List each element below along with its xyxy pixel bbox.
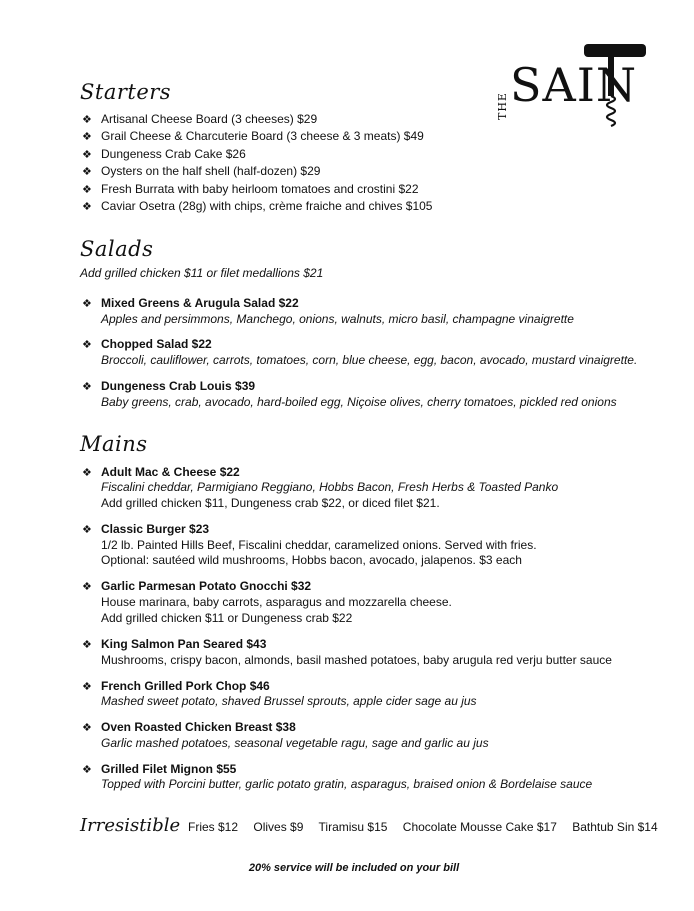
diamond-bullet-icon: ❖ xyxy=(82,467,92,479)
dessert-item: Fries $12 xyxy=(188,820,239,834)
main-item-desc: House marinara, baby carrots, asparagus and mozzarella cheese. xyxy=(101,595,452,609)
main-item-desc: Topped with Porcini butter, garlic potato gratin, asparagus, braised onion & Bordelaise sauce xyxy=(101,777,593,791)
main-item-name: King Salmon Pan Seared $43 xyxy=(101,637,267,651)
main-item-desc: Mushrooms, crispy bacon, almonds, basil mashed potatoes, baby arugula red verju butter sauce xyxy=(101,653,612,667)
diamond-bullet-icon: ❖ xyxy=(82,114,92,126)
diamond-bullet-icon: ❖ xyxy=(82,764,92,776)
main-item-addon: Optional: sautéed wild mushrooms, Hobbs bacon, avocado, jalapenos. $3 each xyxy=(101,553,522,567)
irresistible-title: Irresistible xyxy=(80,815,181,836)
main-item-name: Classic Burger $23 xyxy=(101,522,210,536)
main-item-name: Grilled Filet Mignon $55 xyxy=(101,762,237,776)
logo-the-text: THE xyxy=(496,92,509,120)
main-item-addon: Add grilled chicken $11, Dungeness crab $22, or diced filet $21. xyxy=(101,496,440,510)
salads-addon-note: Add grilled chicken $11 or filet medallions $21 xyxy=(80,266,324,280)
starter-item: Grail Cheese & Charcuterie Board (3 cheese & 3 meats) $49 xyxy=(101,129,424,143)
diamond-bullet-icon: ❖ xyxy=(82,581,92,593)
diamond-bullet-icon: ❖ xyxy=(82,524,92,536)
diamond-bullet-icon: ❖ xyxy=(82,184,92,196)
main-item-name: Oven Roasted Chicken Breast $38 xyxy=(101,720,296,734)
main-item-name: Adult Mac & Cheese $22 xyxy=(101,465,240,479)
starter-item: Artisanal Cheese Board (3 cheeses) $29 xyxy=(101,112,318,126)
salad-item-desc: Broccoli, cauliflower, carrots, tomatoes, corn, blue cheese, egg, bacon, avocado, mustard vinaigrette. xyxy=(101,353,638,367)
starter-item: Dungeness Crab Cake $26 xyxy=(101,147,246,161)
starter-item: Oysters on the half shell (half-dozen) $29 xyxy=(101,164,321,178)
main-item-name: Garlic Parmesan Potato Gnocchi $32 xyxy=(101,579,312,593)
mains-title: Mains xyxy=(80,432,148,456)
dessert-item: Bathtub Sin $14 xyxy=(572,820,658,834)
main-item-addon: Add grilled chicken $11 or Dungeness crab $22 xyxy=(101,611,353,625)
starters-title: Starters xyxy=(80,80,172,104)
logo-saint-text: SAIN xyxy=(510,58,638,112)
service-charge-note: 20% service will be included on your bill xyxy=(248,862,460,874)
diamond-bullet-icon: ❖ xyxy=(82,639,92,651)
diamond-bullet-icon: ❖ xyxy=(82,298,92,310)
salad-item-name: Dungeness Crab Louis $39 xyxy=(101,379,256,393)
starter-item: Fresh Burrata with baby heirloom tomatoes and crostini $22 xyxy=(101,182,419,196)
main-item-desc: 1/2 lb. Painted Hills Beef, Fiscalini cheddar, caramelized onions. Served with fries. xyxy=(101,538,537,552)
diamond-bullet-icon: ❖ xyxy=(82,166,92,178)
main-item-name: French Grilled Pork Chop $46 xyxy=(101,679,270,693)
salads-title: Salads xyxy=(80,237,154,261)
dessert-item: Olives $9 xyxy=(253,820,304,834)
main-item-desc: Mashed sweet potato, shaved Brussel sprouts, apple cider sage au jus xyxy=(101,694,477,708)
diamond-bullet-icon: ❖ xyxy=(82,201,92,213)
salad-item-desc: Baby greens, crab, avocado, hard-boiled egg, Niçoise olives, cherry tomatoes, pickled red onions xyxy=(101,395,617,409)
diamond-bullet-icon: ❖ xyxy=(82,339,92,351)
diamond-bullet-icon: ❖ xyxy=(82,131,92,143)
diamond-bullet-icon: ❖ xyxy=(82,681,92,693)
salad-item-desc: Apples and persimmons, Manchego, onions, walnuts, micro basil, champagne vinaigrette xyxy=(101,312,574,326)
irresistible-list xyxy=(188,820,670,834)
the-saint-logo xyxy=(492,42,652,132)
salad-item-name: Mixed Greens & Arugula Salad $22 xyxy=(101,296,299,310)
main-item-desc: Fiscalini cheddar, Parmigiano Reggiano, Hobbs Bacon, Fresh Herbs & Toasted Panko xyxy=(101,480,559,494)
dessert-item: Tiramisu $15 xyxy=(318,820,388,834)
diamond-bullet-icon: ❖ xyxy=(82,722,92,734)
main-item-desc: Garlic mashed potatoes, seasonal vegetable ragu, sage and garlic au jus xyxy=(101,736,489,750)
salad-item-name: Chopped Salad $22 xyxy=(101,337,212,351)
dessert-item: Chocolate Mousse Cake $17 xyxy=(402,820,557,834)
diamond-bullet-icon: ❖ xyxy=(82,149,92,161)
diamond-bullet-icon: ❖ xyxy=(82,381,92,393)
starter-item: Caviar Osetra (28g) with chips, crème fraiche and chives $105 xyxy=(101,199,433,213)
